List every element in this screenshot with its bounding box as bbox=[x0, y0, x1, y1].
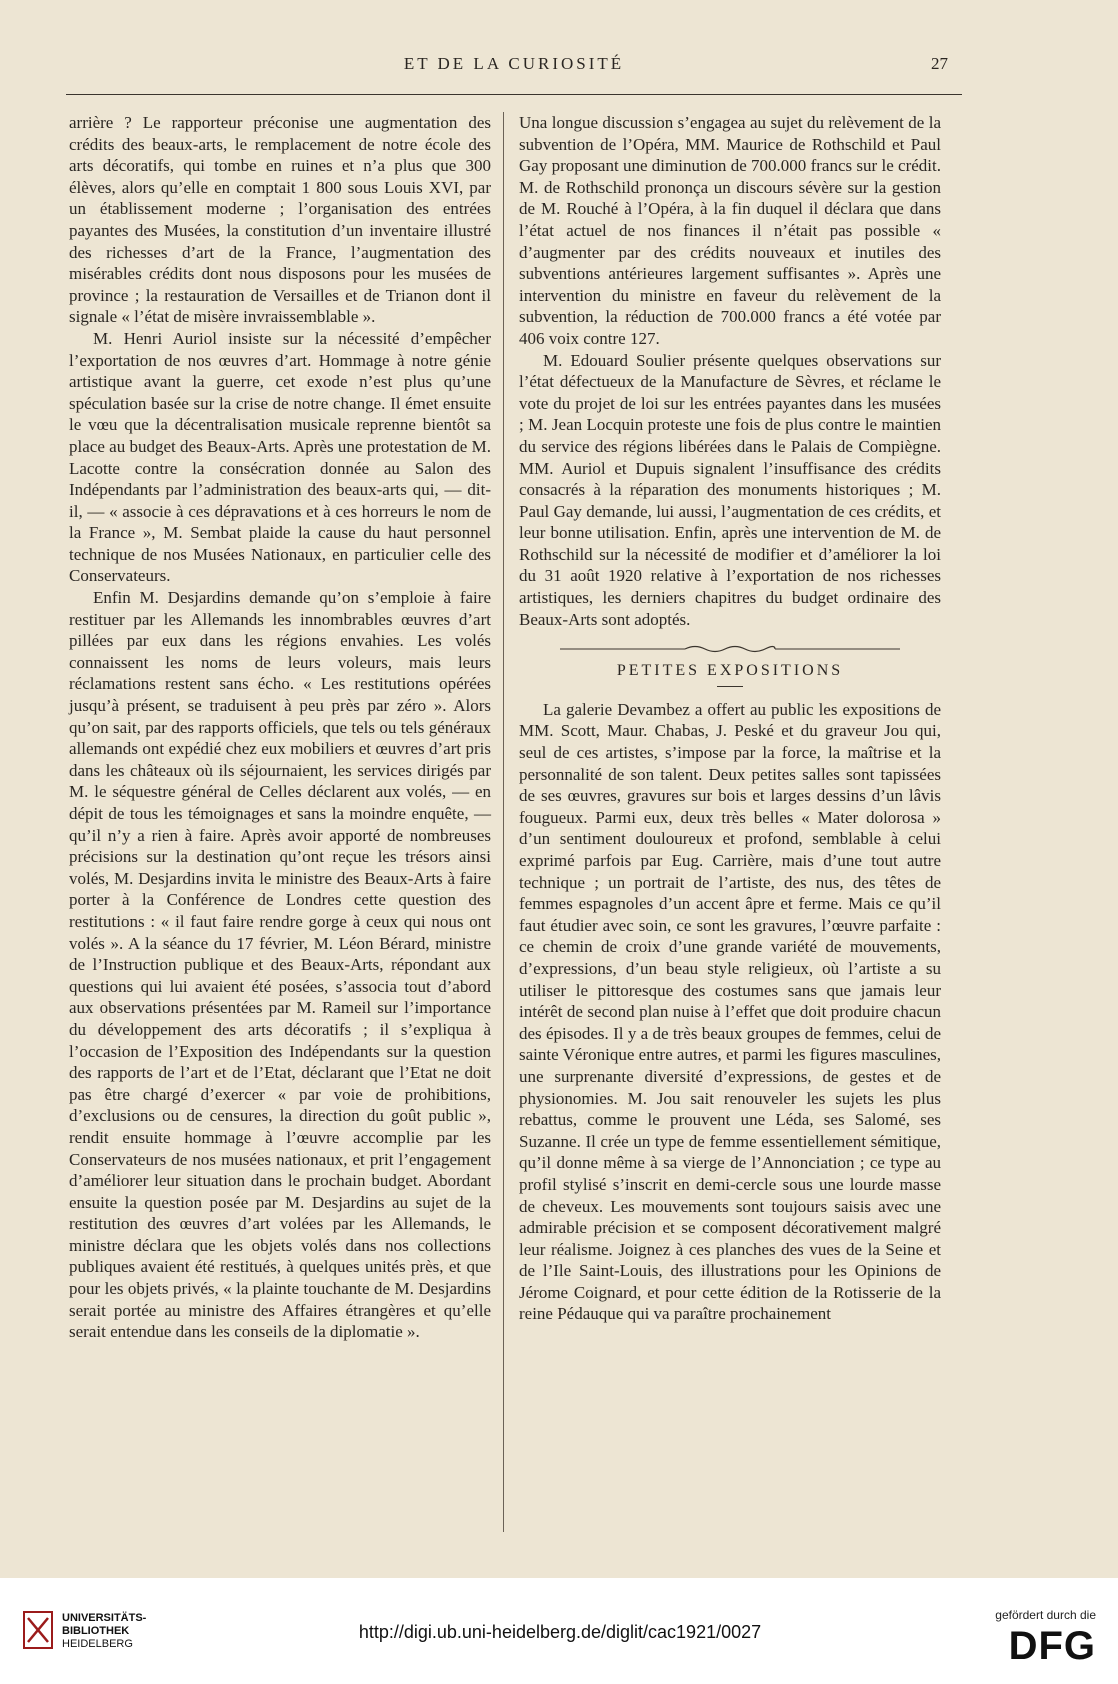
paragraph: M. Henri Auriol insiste sur la nécessité d’empêcher l’exportation de nos œuvres d’art. Hommage à notre génie artistique avant la guerre, cet exode n’est plus qu’une spéculation basée sur la crise de notre change. Il émet ensuite le vœu que la décentralisation musicale reprenne bientôt sa place au budget des Beaux-Arts. Après une protestation de M. Lacotte contre la consécration donnée au Salon des Indépendants par l’administration des beaux-arts qui, — dit-il, — « associe à ces dépravations et à ces horreurs le nom de la France », M. Sembat plaide la cause du haut personnel technique de nos Musées Nationaux, en particulier celle des Conservateurs. bbox=[69, 328, 491, 586]
paragraph: arrière ? Le rapporteur préconise une augmentation des crédits des beaux-arts, le remplacement de notre école des arts décoratifs, qui tombe en ruines et n’a plus que 300 élèves, alors qu’elle en comptait 1 800 sous Louis XVI, par un établissement moderne ; l’organisation des entrées payantes des Musées, la constitution d’un inventaire illustré des richesses d’art de la France, l’augmentation des misérables crédits dont nous disposons pour les musées de province ; la restauration de Versailles et de Trianon dont il signale « l’état de misère invraissemblable ». bbox=[69, 113, 491, 327]
section-rule bbox=[717, 686, 743, 687]
left-column bbox=[69, 112, 491, 1343]
running-title: ET DE LA CURIOSITÉ bbox=[403, 54, 625, 73]
paragraph: La galerie Devambez a offert au public les expositions de MM. Scott, Maur. Chabas, J. Peské et du graveur Jou qui, seul de ces artistes, s’impose par la force, la maîtrise et la personnalité de son talent. Deux petites salles sont tapissées de ses œuvres, gravures sur bois et larges dessins d’un lâvis fougueux. Parmi eux, deux très belles « Mater dolorosa » d’un sentiment douloureux et profond, semblable à celui exprimé parfois par Eug. Carrière, mais d’une tout autre technique ; un portrait de l’artiste, des nus, des têtes de femmes espagnoles d’un accent âpre et ferme. Mais ce qu’il faut étudier avec soin, ce sont les gravures, l’œuvre parfaite : ce chemin de croix d’une grande variété de mouvements, d’expressions, d’un beau style religieux, où l’artiste a su utiliser le pittoresque des costumes sans que jamais leur intérêt de second plan nuise à l’effet que doit produire chacun des épisodes. Il y a de très beaux groupes de femmes, celui de sainte Véronique entre autres, et parmi les figures masculines, une surprenante diversité d’expressions, de gestes et de physionomies. M. Jou sait renouveler les sujets les plus rebattus, comme le prouvent une Léda, ses Salomé, ses Suzanne. Il crée un type de femme essentiellement sémitique, qu’il donne même à sa vierge de l’Annonciation ; ce type au profil stylisé s’inscrit en demi-cercle sous une lourde masse de cheveux. Les mouvements sont toujours saisis avec une admirable précision et se composent décorativement malgré leur réalisme. Joignez à ces planches des vues de la Seine et de l’Ile Saint-Louis, des illustrations pour les Opinions de Jérome Coignard, et pour cette édition de la Rotisserie de la reine Pédauque qui va paraître prochainement bbox=[519, 699, 941, 1324]
dfg-logo: DFG bbox=[1008, 1624, 1096, 1668]
section-ornament bbox=[560, 644, 900, 654]
page-number: 27 bbox=[931, 54, 948, 73]
paragraph: M. Edouard Soulier présente quelques observations sur l’état défectueux de la Manufacture de Sèvres, et réclame le vote du projet de loi sur les entrées payantes dans les musées ; M. Jean Locquin proteste une fois de plus contre le maintien du service des régions libérées dans le Palais de Compiègne. MM. Auriol et Dupuis signalent l’insuffisance des crédits consacrés à la réparation des monuments historiques ; M. Paul Gay demande, lui aussi, l’augmentation de ces crédits, et leur bonne utilisation. Enfin, après une intervention de M. de Rothschild sur la nécessité de modifier et d’améliorer la loi du 31 août 1920 relative à l’exportation de nos richesses artistiques, les derniers chapitres du budget ordinaire des Beaux-Arts sont adoptés. bbox=[519, 350, 941, 629]
sponsor-label: gefördert durch die bbox=[995, 1608, 1096, 1622]
paragraph: Una longue discussion s’engagea au sujet du relèvement de la subvention de l’Opéra, MM. Maurice de Rothschild et Paul Gay proposant une diminution de 700.000 francs sur le crédit. M. de Rothschild prononça un discours sévère sur la gestion de M. Rouché à l’Opéra, à la fin duquel il déclara que dans l’état actuel de nos finances il n’était pas possible « d’augmenter par des crédits nouveaux et inutiles des subventions antérieures largement suffisantes ». Après une intervention du ministre en faveur du relèvement de la subvention, la réduction de 700.000 francs a été votée par 406 voix contre 127. bbox=[519, 113, 941, 348]
source-url-link[interactable]: http://digi.ub.uni-heidelberg.de/diglit/cac1921/0027 bbox=[358, 1622, 762, 1642]
library-logo-icon bbox=[22, 1610, 54, 1650]
footer bbox=[0, 1578, 1118, 1684]
section-title: PETITES EXPOSITIONS bbox=[616, 662, 844, 680]
column-divider bbox=[503, 112, 504, 1532]
header-rule bbox=[66, 94, 962, 95]
library-name: UNIVERSITÄTS- BIBLIOTHEK HEIDELBERG bbox=[62, 1612, 147, 1650]
right-column bbox=[519, 112, 941, 1325]
paragraph: Enfin M. Desjardins demande qu’on s’emploie à faire restituer par les Allemands les innombrables œuvres d’art pillées par eux dans les régions envahies. Les volés connaissent les noms de leurs voleurs, mais leurs réclamations restent sans écho. « Les restitutions opérées jusqu’à présent, se traduisent à peu près par zéro ». Alors qu’on sait, par des rapports officiels, que tels ou tels généraux allemands ont expédié chez eux mobiliers et œuvres d’art pris dans les châteaux où ils séjournaient, les services dirigés par M. le séquestre général de Celles déclarent aux volés, — en dépit de tous les témoignages et sans la moindre enquête, — qu’il n’y a rien à faire. Après avoir apporté de nombreuses précisions sur la destination qu’ont reçue les trésors ainsi volés, M. Desjardins invita le ministre des Beaux-Arts à faire porter à la Conférence de Londres cette question des restitutions : « il faut faire rendre gorge à ceux qui nous ont volés ». A la séance du 17 février, M. Léon Bérard, ministre de l’Instruction publique et des Beaux-Arts, répondant aux questions qui lui avaient été posées, s’associa tout d’abord aux observations présentées par M. Rameil sur l’importance du développement des arts décoratifs ; il s’expliqua à l’occasion de l’Exposition des Indépendants sur la question des rapports de l’art et de l’Etat, déclarant que l’Etat ne doit pas être chargé d’exercer « par voie de prohibitions, d’exclusions ou de censures, la direction du goût public », rendit ensuite hommage à l’œuvre accomplie par les Conservateurs de nos musées nationaux, et prit l’engagement d’améliorer leur situation dans le prochain budget. Abordant ensuite la question posée par M. Desjardins au sujet de la restitution des œuvres d’art volées par les Allemands, le ministre déclara que les objets volés dans nos collections publiques avaient été restitués, à quelques unités près, et que pour les objets privés, « la plainte touchante de M. Desjardins serait portée au ministre des Affaires étrangères et qu’elle serait entendue dans les conseils de la diplomatie ». bbox=[69, 588, 491, 1342]
